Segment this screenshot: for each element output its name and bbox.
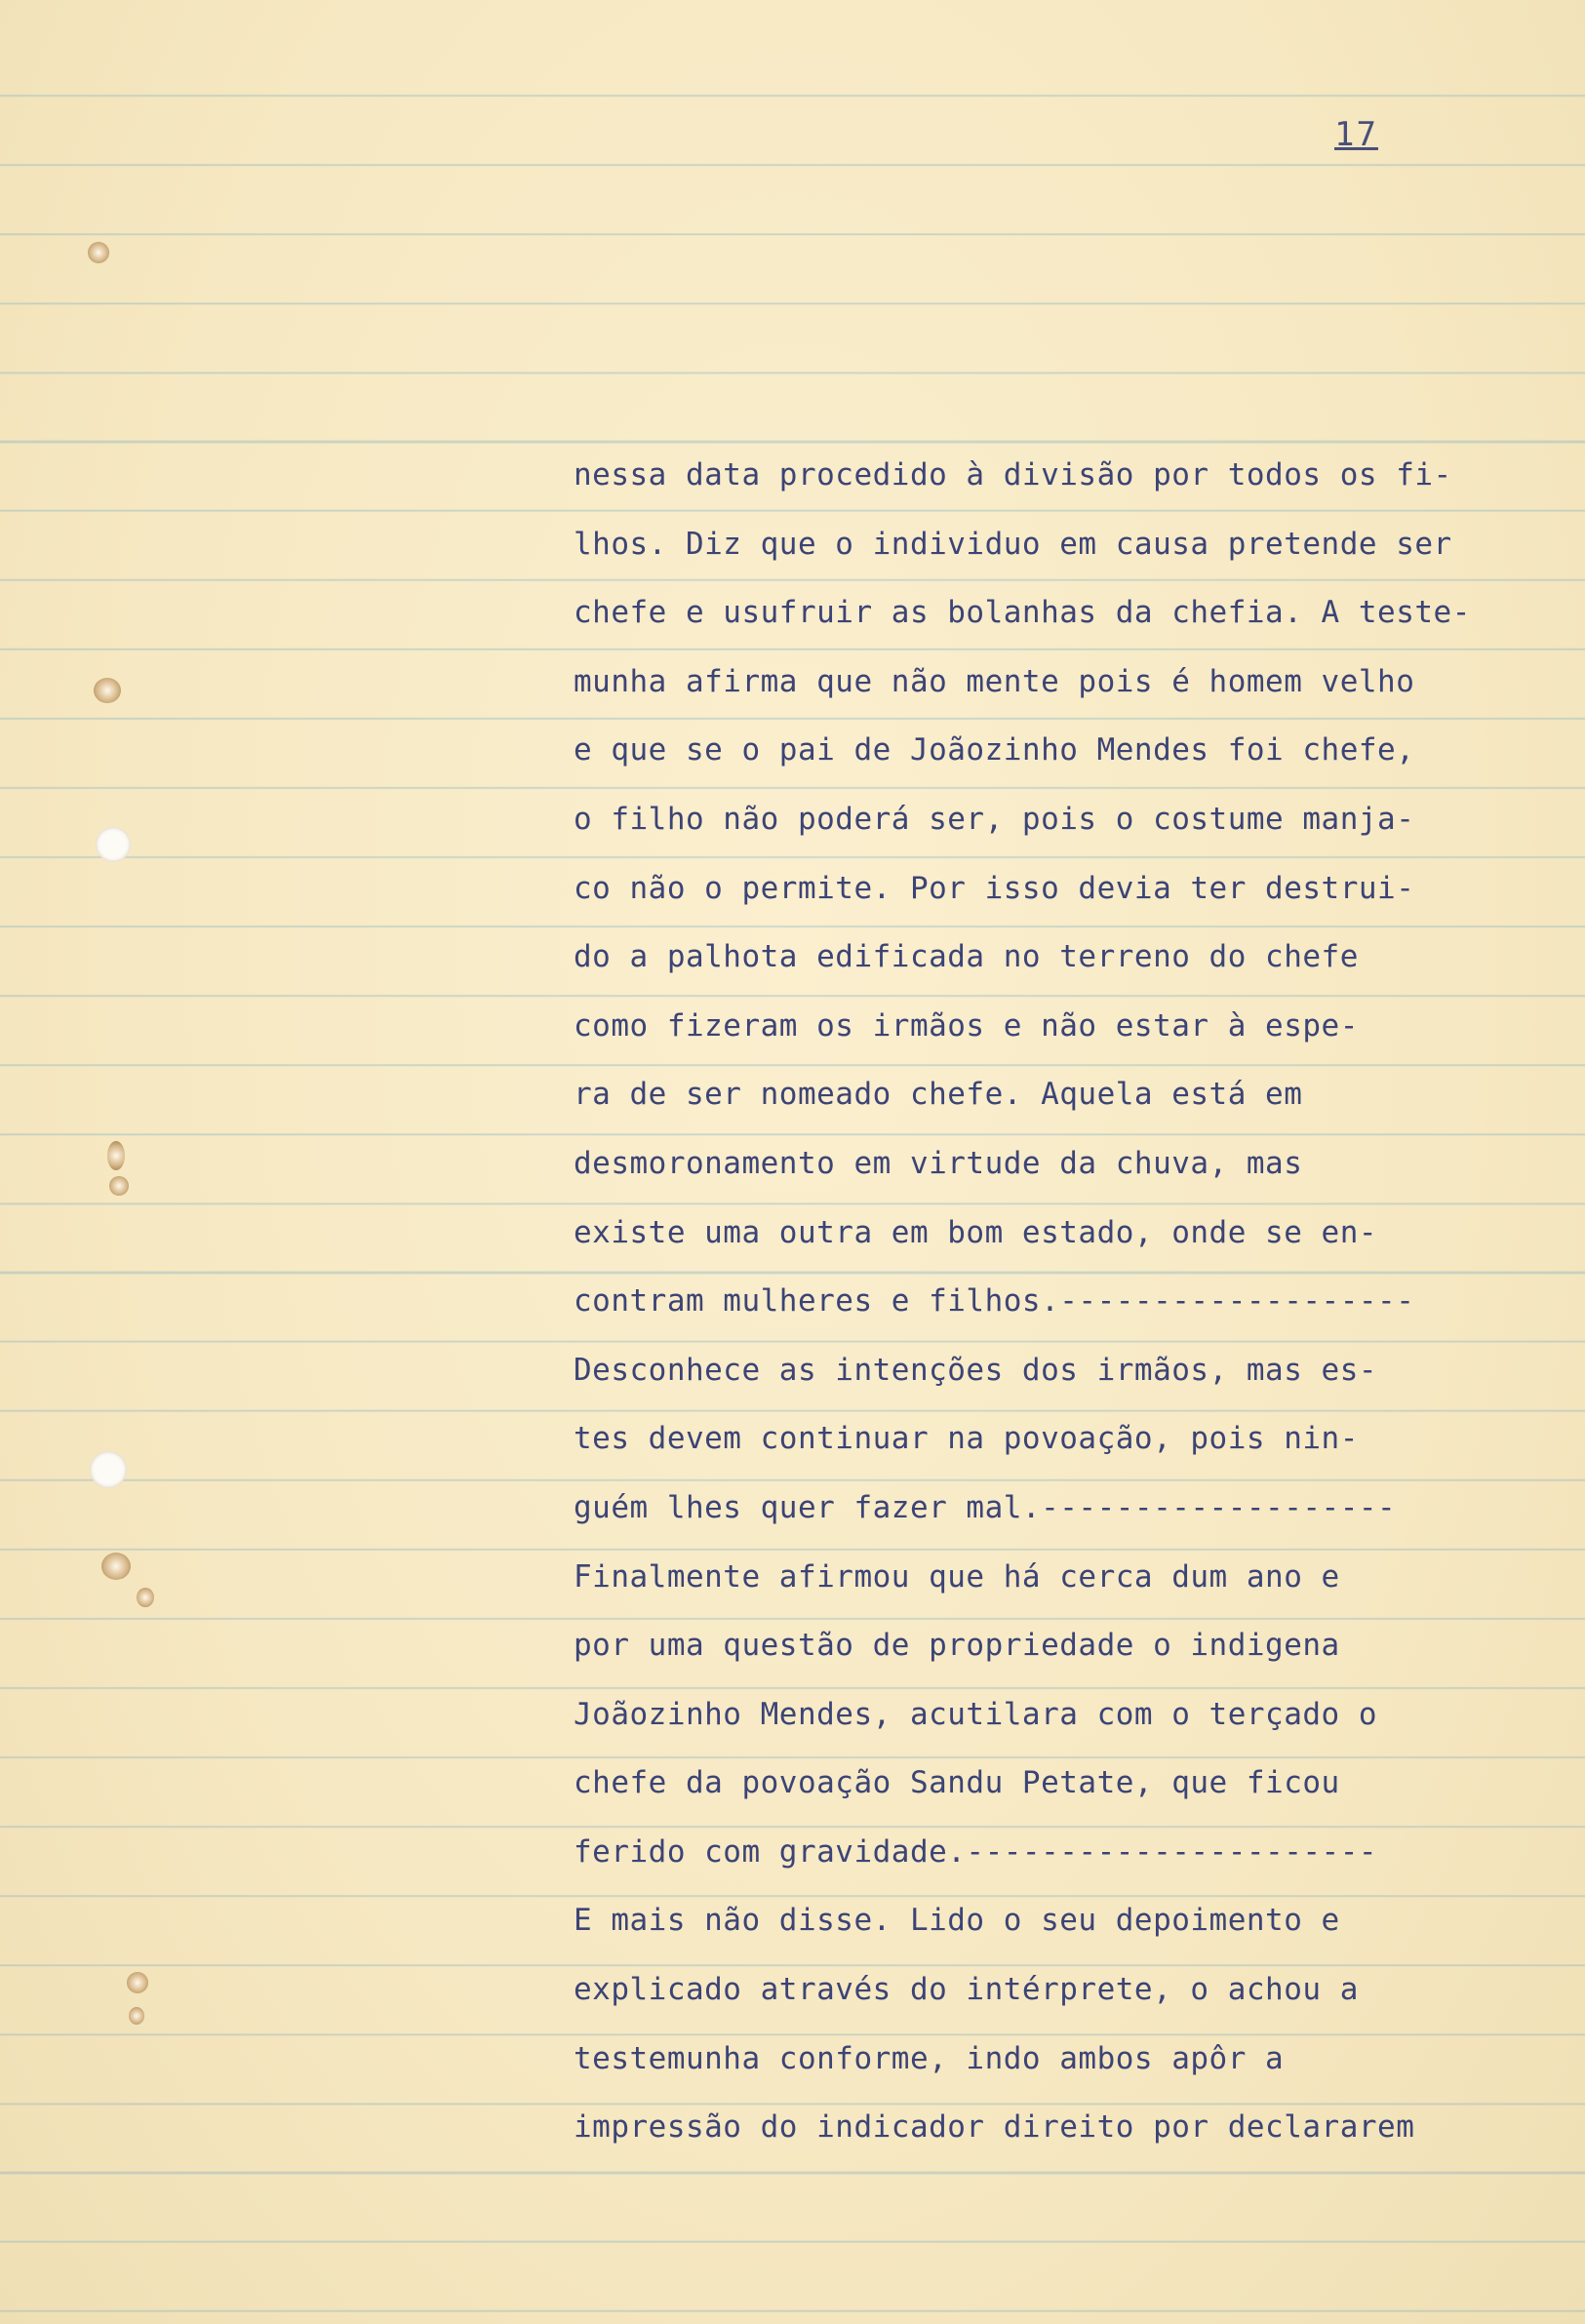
text-line: chefe da povoação Sandu Petate, que ficou (574, 1765, 1340, 1801)
text-line: desmoronamento em virtude da chuva, mas (574, 1145, 1303, 1181)
text-line: E mais não disse. Lido o seu depoimento e (574, 1903, 1340, 1939)
text-line: impressão do indicador direito por declararem (574, 2109, 1415, 2146)
text-line: Desconhece as intenções dos irmãos, mas es- (574, 1352, 1378, 1388)
binding-hole (88, 242, 109, 263)
text-line: Joãozinho Mendes, acutilara com o terçado o (574, 1696, 1378, 1732)
text-line: existe uma outra em bom estado, onde se en- (574, 1214, 1378, 1250)
text-line: nessa data procedido à divisão por todos os fi- (574, 457, 1452, 492)
text-line: contram mulheres e filhos.------------------- (574, 1283, 1415, 1320)
text-line: como fizeram os irmãos e não estar à espe- (574, 1007, 1359, 1044)
page-number: 17 (1334, 115, 1378, 154)
text-line: e que se o pai de Joãozinho Mendes foi chefe, (574, 732, 1415, 768)
binding-hole (101, 1553, 131, 1580)
text-line: munha afirma que não mente pois é homem velho (574, 663, 1415, 699)
text-line: do a palhota edificada no terreno do chefe (574, 939, 1359, 975)
text-line: lhos. Diz que o individuo em causa pretende ser (574, 526, 1452, 562)
text-line: ra de ser nomeado chefe. Aquela está em (574, 1077, 1303, 1113)
text-line: por uma questão de propriedade o indigena (574, 1628, 1340, 1664)
binding-hole (109, 1176, 129, 1196)
binding-hole (90, 1451, 127, 1488)
typed-text (574, 441, 1539, 2162)
text-line: tes devem continuar na povoação, pois nin- (574, 1421, 1359, 1457)
text-line: guém lhes quer fazer mal.------------------- (574, 1489, 1397, 1525)
text-line: explicado através do intérprete, o achou a (574, 1972, 1359, 2008)
text-line: o filho não poderá ser, pois o costume manja- (574, 801, 1415, 837)
binding-hole (127, 1972, 148, 1993)
text-line: testemunha conforme, indo ambos apôr a (574, 2040, 1285, 2076)
binding-hole (107, 1141, 125, 1170)
binding-hole (129, 2007, 144, 2025)
binding-hole (137, 1588, 154, 1607)
text-line: ferido com gravidade.---------------------- (574, 1833, 1378, 1870)
binding-hole (96, 827, 131, 862)
text-line: co não o permite. Por isso devia ter destrui- (574, 870, 1415, 906)
text-line: Finalmente afirmou que há cerca dum ano e (574, 1558, 1340, 1595)
binding-hole (94, 678, 121, 703)
text-line: chefe e usufruir as bolanhas da chefia. A teste- (574, 595, 1471, 631)
